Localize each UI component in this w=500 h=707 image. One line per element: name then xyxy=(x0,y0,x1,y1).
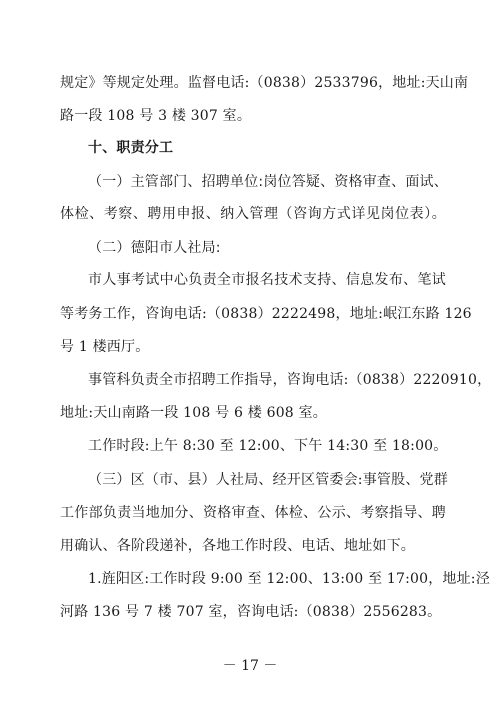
text-line: 地址:天山南路一段 108 号 6 楼 608 室。 xyxy=(60,405,327,421)
text-line: （一）主管部门、招聘单位:岗位答疑、资格审查、面试、 xyxy=(88,174,448,190)
text-line: 体检、考察、聘用申报、纳入管理（咨询方式详见岗位表）。 xyxy=(60,206,446,222)
section-heading: 十、职责分工 xyxy=(88,140,174,156)
subsection-heading: （二）德阳市人社局: xyxy=(88,240,221,256)
text-line: （三）区（市、县）人社局、经开区管委会:事管股、党群 xyxy=(88,472,448,488)
text-line: 河路 136 号 7 楼 707 室，咨询电话:（0838）2556283。 xyxy=(60,604,442,620)
text-line: 等考务工作，咨询电话:（0838）2222498，地址:岷江东路 126 xyxy=(60,306,472,322)
text-line: 路一段 108 号 3 楼 307 室。 xyxy=(60,108,252,124)
text-line: 号 1 楼西厅。 xyxy=(60,339,150,355)
text-line: 用确认、各阶段递补，各地工作时段、电话、地址如下。 xyxy=(60,538,415,554)
text-line: 规定》等规定处理。监督电话:（0838）2533796，地址:天山南 xyxy=(60,75,469,91)
text-line: 1.旌阳区:工作时段 9:00 至 12:00、13:00 至 17:00，地址:泾 xyxy=(88,571,490,587)
text-line: 工作时段:上午 8:30 至 12:00、下午 14:30 至 18:00。 xyxy=(88,438,448,454)
text-line: 工作部负责当地加分、资格审查、体检、公示、考察指导、聘 xyxy=(60,505,446,521)
text-line: 事管科负责全市招聘工作指导，咨询电话:（0838）2220910， xyxy=(88,372,492,388)
text-line: 市人事考试中心负责全市报名技术支持、信息发布、笔试 xyxy=(88,272,446,288)
page-number: － 17 － xyxy=(222,658,278,674)
